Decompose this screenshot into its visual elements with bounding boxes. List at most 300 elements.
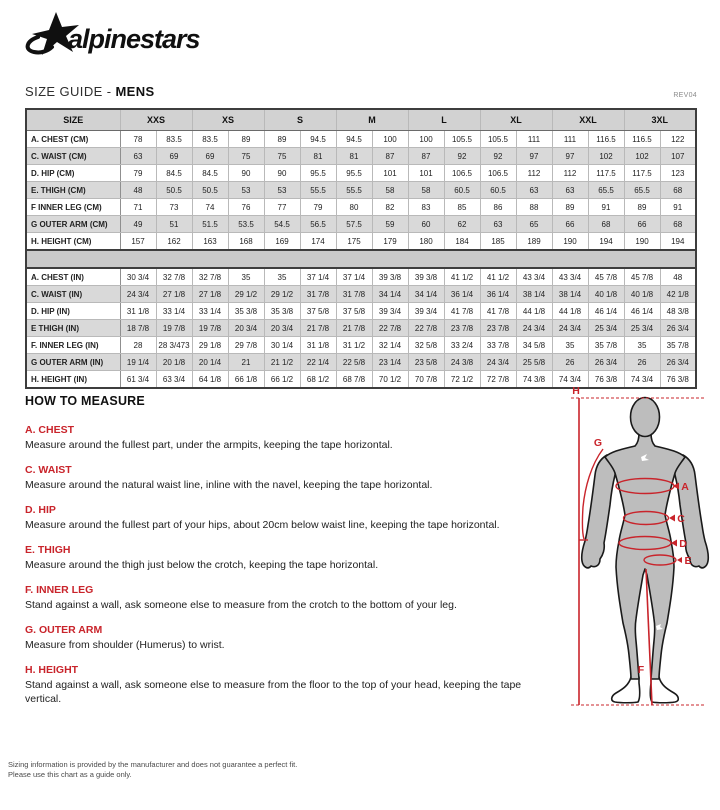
cell-value: 31 1/8: [120, 303, 156, 320]
cell-value: 102: [624, 148, 660, 165]
row-label: D. HIP (CM): [26, 165, 120, 182]
cell-value: 35: [264, 268, 300, 286]
body-measurement-figure: [553, 383, 720, 780]
cell-value: 32 7/8: [156, 268, 192, 286]
row-label: G OUTER ARM (IN): [26, 354, 120, 371]
figure-label-thigh: E: [684, 555, 692, 567]
cell-value: 66: [552, 216, 588, 233]
measure-item-label: F. INNER LEG: [25, 584, 94, 596]
footer-line-2: Please use this chart as a guide only.: [8, 770, 132, 779]
cell-value: 123: [660, 165, 696, 182]
cell-value: 40 1/8: [588, 286, 624, 303]
cell-value: 34 1/4: [408, 286, 444, 303]
waist-label-arrow-icon: [669, 515, 675, 522]
cell-value: 31 1/8: [300, 337, 336, 354]
figure-left-arm: [582, 455, 615, 568]
cell-value: 46 1/4: [588, 303, 624, 320]
cell-value: 72 1/2: [444, 371, 480, 389]
cell-value: 175: [336, 233, 372, 251]
size-column-header: S: [264, 109, 336, 131]
row-label: C. WAIST (CM): [26, 148, 120, 165]
cell-value: 81: [336, 148, 372, 165]
table-row: [26, 148, 696, 165]
row-label: C. WAIST (IN): [26, 286, 120, 303]
cell-value: 43 3/4: [552, 268, 588, 286]
measure-item-text: Measure around the fullest part of your hips, about 20cm below waist line, keeping the tape horizontal.: [25, 519, 500, 531]
cell-value: 35 7/8: [660, 337, 696, 354]
cell-value: 25 3/4: [588, 320, 624, 337]
cell-value: 29 1/2: [264, 286, 300, 303]
cell-value: 97: [552, 148, 588, 165]
cell-value: 107: [660, 148, 696, 165]
cell-value: 63: [552, 182, 588, 199]
cell-value: 32 7/8: [192, 268, 228, 286]
cell-value: 35: [624, 337, 660, 354]
row-label: A. CHEST (CM): [26, 131, 120, 148]
cell-value: 91: [660, 199, 696, 216]
cell-value: 43 3/4: [516, 268, 552, 286]
cell-value: 117.5: [624, 165, 660, 182]
cell-value: 174: [300, 233, 336, 251]
cell-value: 38 1/4: [516, 286, 552, 303]
cell-value: 66 1/8: [228, 371, 264, 389]
measure-item-label: H. HEIGHT: [25, 664, 79, 676]
cell-value: 51.5: [192, 216, 228, 233]
cell-value: 76: [228, 199, 264, 216]
cell-value: 19 7/8: [192, 320, 228, 337]
cell-value: 27 1/8: [192, 286, 228, 303]
size-column-header: M: [336, 109, 408, 131]
cell-value: 18 7/8: [120, 320, 156, 337]
measure-item-label: E. THIGH: [25, 544, 71, 556]
cell-value: 42 1/8: [660, 286, 696, 303]
cell-value: 41 1/2: [480, 268, 516, 286]
cell-value: 71: [120, 199, 156, 216]
cell-value: 111: [552, 131, 588, 148]
cell-value: 77: [264, 199, 300, 216]
cell-value: 70 7/8: [408, 371, 444, 389]
cell-value: 44 1/8: [552, 303, 588, 320]
cell-value: 91: [588, 199, 624, 216]
cell-value: 64 1/8: [192, 371, 228, 389]
row-label: G OUTER ARM (CM): [26, 216, 120, 233]
row-label: D. HIP (IN): [26, 303, 120, 320]
cell-value: 162: [156, 233, 192, 251]
cell-value: 90: [264, 165, 300, 182]
how-to-measure-title: HOW TO MEASURE: [25, 394, 145, 408]
cell-value: 21: [228, 354, 264, 371]
cell-value: 33 2/4: [444, 337, 480, 354]
cell-value: 39 3/8: [408, 268, 444, 286]
measure-item-text: Measure around the thigh just below the crotch, keeping the tape horizontal.: [25, 559, 379, 571]
cell-value: 68 1/2: [300, 371, 336, 389]
cell-value: 24 3/4: [120, 286, 156, 303]
logo-wordmark: alpinestars: [68, 24, 200, 54]
size-table-cm-section: [26, 131, 696, 251]
cell-value: 33 1/4: [156, 303, 192, 320]
cell-value: 194: [588, 233, 624, 251]
cell-value: 55.5: [300, 182, 336, 199]
table-row: [26, 199, 696, 216]
cell-value: 82: [372, 199, 408, 216]
size-column-header: L: [408, 109, 480, 131]
row-label: E. THIGH (CM): [26, 182, 120, 199]
cell-value: 39 3/4: [408, 303, 444, 320]
how-to-measure-section: [25, 394, 550, 718]
cell-value: 117.5: [588, 165, 624, 182]
cell-value: 28 3/473: [156, 337, 192, 354]
measure-item-text: Measure around the fullest part, under the armpits, keeping the tape horizontal.: [25, 439, 393, 451]
cell-value: 190: [552, 233, 588, 251]
cell-value: 26 3/4: [660, 320, 696, 337]
cell-value: 66: [624, 216, 660, 233]
cell-value: 23 1/4: [372, 354, 408, 371]
how-to-measure-item: [25, 464, 550, 492]
cell-value: 48 3/8: [660, 303, 696, 320]
page-title-gender: MENS: [115, 84, 155, 99]
size-table-header-row: [26, 109, 696, 131]
cell-value: 20 1/8: [156, 354, 192, 371]
cell-value: 39 3/8: [372, 268, 408, 286]
size-label-header: SIZE: [26, 109, 120, 131]
cell-value: 75: [228, 148, 264, 165]
cell-value: 23 7/8: [444, 320, 480, 337]
cell-value: 33 7/8: [480, 337, 516, 354]
cell-value: 35 3/8: [264, 303, 300, 320]
cell-value: 37 5/8: [336, 303, 372, 320]
cell-value: 189: [516, 233, 552, 251]
table-row: [26, 303, 696, 320]
cell-value: 74: [192, 199, 228, 216]
how-to-measure-item: [25, 504, 550, 532]
cell-value: 95.5: [336, 165, 372, 182]
cell-value: 88: [516, 199, 552, 216]
how-to-measure-item: [25, 544, 550, 572]
cell-value: 180: [408, 233, 444, 251]
cell-value: 50.5: [192, 182, 228, 199]
cell-value: 63: [516, 182, 552, 199]
cell-value: 97: [516, 148, 552, 165]
cell-value: 23 7/8: [480, 320, 516, 337]
cell-value: 70 1/2: [372, 371, 408, 389]
cell-value: 36 1/4: [480, 286, 516, 303]
cell-value: 25 5/8: [516, 354, 552, 371]
cell-value: 53: [264, 182, 300, 199]
cell-value: 76 3/8: [660, 371, 696, 389]
cell-value: 33 1/4: [192, 303, 228, 320]
cell-value: 74 3/4: [552, 371, 588, 389]
cell-value: 40 1/8: [624, 286, 660, 303]
row-label: H. HEIGHT (CM): [26, 233, 120, 251]
cell-value: 83.5: [192, 131, 228, 148]
cell-value: 73: [156, 199, 192, 216]
cell-value: 35: [552, 337, 588, 354]
cell-value: 100: [408, 131, 444, 148]
measure-item-label: G. OUTER ARM: [25, 624, 103, 636]
size-column-header: XS: [192, 109, 264, 131]
cell-value: 46 1/4: [624, 303, 660, 320]
cell-value: 29 1/8: [192, 337, 228, 354]
alpinestars-logo-svg: [22, 10, 202, 60]
cell-value: 101: [408, 165, 444, 182]
cell-value: 35 7/8: [588, 337, 624, 354]
row-label: E THIGH (IN): [26, 320, 120, 337]
cell-value: 45 7/8: [624, 268, 660, 286]
cell-value: 184: [444, 233, 480, 251]
cell-value: 25 3/4: [624, 320, 660, 337]
cell-value: 38 1/4: [552, 286, 588, 303]
cell-value: 60.5: [480, 182, 516, 199]
cell-value: 122: [660, 131, 696, 148]
measure-item-label: A. CHEST: [25, 424, 75, 436]
cell-value: 85: [444, 199, 480, 216]
cell-value: 30 3/4: [120, 268, 156, 286]
cell-value: 54.5: [264, 216, 300, 233]
cell-value: 24 3/8: [444, 354, 480, 371]
cell-value: 41 7/8: [480, 303, 516, 320]
cell-value: 31 7/8: [300, 286, 336, 303]
cell-value: 37 5/8: [300, 303, 336, 320]
cell-value: 53.5: [228, 216, 264, 233]
cell-value: 68: [588, 216, 624, 233]
cell-value: 32 1/4: [372, 337, 408, 354]
cell-value: 31 1/2: [336, 337, 372, 354]
cell-value: 62: [444, 216, 480, 233]
how-to-measure-list: [25, 424, 550, 706]
cell-value: 105.5: [444, 131, 480, 148]
cell-value: 79: [120, 165, 156, 182]
cell-value: 112: [552, 165, 588, 182]
cell-value: 41 1/2: [444, 268, 480, 286]
figure-torso-legs: [605, 433, 685, 679]
how-to-measure-item: [25, 664, 550, 706]
row-label: F INNER LEG (CM): [26, 199, 120, 216]
cell-value: 21 1/2: [264, 354, 300, 371]
measure-item-text: Stand against a wall, ask someone else to measure from the floor to the top of your head, keeping the tape vertical.: [25, 679, 522, 705]
how-to-measure-item: [25, 424, 550, 452]
figure-label-chest: A: [681, 481, 689, 493]
cell-value: 63: [480, 216, 516, 233]
brand-logo: [22, 10, 202, 65]
measure-item-label: C. WAIST: [25, 464, 72, 476]
cell-value: 81: [300, 148, 336, 165]
cell-value: 84.5: [192, 165, 228, 182]
cell-value: 53: [228, 182, 264, 199]
table-row: [26, 337, 696, 354]
figure-right-arm: [675, 455, 708, 568]
cell-value: 35 3/8: [228, 303, 264, 320]
cell-value: 60.5: [444, 182, 480, 199]
cell-value: 68: [660, 216, 696, 233]
how-to-measure-item: [25, 624, 550, 652]
chest-label-arrow-icon: [673, 483, 679, 490]
size-table: [25, 108, 697, 389]
cell-value: 89: [264, 131, 300, 148]
cell-value: 101: [372, 165, 408, 182]
cell-value: 106.5: [444, 165, 480, 182]
cell-value: 100: [372, 131, 408, 148]
table-row: [26, 268, 696, 286]
page-title-prefix: SIZE GUIDE -: [25, 84, 116, 99]
footer-disclaimer: [8, 760, 297, 780]
figure-label-inner-leg: F: [637, 664, 645, 676]
table-row: [26, 233, 696, 251]
cell-value: 157: [120, 233, 156, 251]
cell-value: 29 7/8: [228, 337, 264, 354]
cell-value: 26: [552, 354, 588, 371]
cell-value: 57.5: [336, 216, 372, 233]
cell-value: 179: [372, 233, 408, 251]
measure-item-label: D. HIP: [25, 504, 56, 516]
cell-value: 92: [480, 148, 516, 165]
figure-label-hip: D: [679, 538, 687, 550]
cell-value: 69: [192, 148, 228, 165]
cell-value: 19 7/8: [156, 320, 192, 337]
cell-value: 89: [552, 199, 588, 216]
cell-value: 21 7/8: [300, 320, 336, 337]
cell-value: 89: [228, 131, 264, 148]
cell-value: 29 1/2: [228, 286, 264, 303]
row-label: H. HEIGHT (IN): [26, 371, 120, 389]
cell-value: 26 3/4: [660, 354, 696, 371]
cell-value: 87: [372, 148, 408, 165]
cell-value: 58: [408, 182, 444, 199]
cell-value: 68 7/8: [336, 371, 372, 389]
cell-value: 92: [444, 148, 480, 165]
cell-value: 27 1/8: [156, 286, 192, 303]
cell-value: 24 3/4: [552, 320, 588, 337]
cell-value: 116.5: [624, 131, 660, 148]
cell-value: 169: [264, 233, 300, 251]
table-row: [26, 354, 696, 371]
cell-value: 45 7/8: [588, 268, 624, 286]
size-column-header: XXL: [552, 109, 624, 131]
cell-value: 31 7/8: [336, 286, 372, 303]
cell-value: 34 5/8: [516, 337, 552, 354]
size-column-header: XL: [480, 109, 552, 131]
cell-value: 87: [408, 148, 444, 165]
table-row: [26, 131, 696, 148]
cell-value: 84.5: [156, 165, 192, 182]
cell-value: 63: [120, 148, 156, 165]
cell-value: 95.5: [300, 165, 336, 182]
table-row: [26, 182, 696, 199]
cell-value: 26 3/4: [588, 354, 624, 371]
size-table-in-section: [26, 268, 696, 388]
cell-value: 116.5: [588, 131, 624, 148]
revision-label: REV04: [673, 92, 697, 99]
cell-value: 23 5/8: [408, 354, 444, 371]
cell-value: 37 1/4: [300, 268, 336, 286]
cell-value: 65.5: [588, 182, 624, 199]
cell-value: 63 3/4: [156, 371, 192, 389]
cm-in-separator: [26, 250, 696, 268]
cell-value: 79: [300, 199, 336, 216]
cell-value: 20 1/4: [192, 354, 228, 371]
cell-value: 22 1/4: [300, 354, 336, 371]
cell-value: 105.5: [480, 131, 516, 148]
cell-value: 163: [192, 233, 228, 251]
figure-head: [631, 398, 660, 437]
cell-value: 49: [120, 216, 156, 233]
table-row: [26, 165, 696, 182]
cell-value: 30 1/4: [264, 337, 300, 354]
cell-value: 26: [624, 354, 660, 371]
cell-value: 59: [372, 216, 408, 233]
cell-value: 20 3/4: [228, 320, 264, 337]
cell-value: 78: [120, 131, 156, 148]
cell-value: 76 3/8: [588, 371, 624, 389]
cell-value: 34 1/4: [372, 286, 408, 303]
title-row: [25, 84, 697, 99]
table-row: [26, 286, 696, 303]
measure-item-text: Measure from shoulder (Humerus) to wrist.: [25, 639, 225, 651]
cell-value: 112: [516, 165, 552, 182]
cell-value: 80: [336, 199, 372, 216]
figure-label-outer-arm: G: [593, 437, 603, 449]
cell-value: 22 5/8: [336, 354, 372, 371]
cell-value: 75: [264, 148, 300, 165]
cell-value: 32 5/8: [408, 337, 444, 354]
cell-value: 83: [408, 199, 444, 216]
cell-value: 39 3/4: [372, 303, 408, 320]
row-label: A. CHEST (IN): [26, 268, 120, 286]
measure-item-text: Stand against a wall, ask someone else to measure from the crotch to the bottom of your leg.: [25, 599, 457, 611]
cell-value: 36 1/4: [444, 286, 480, 303]
size-column-header: XXS: [120, 109, 192, 131]
cell-value: 83.5: [156, 131, 192, 148]
cell-value: 68: [660, 182, 696, 199]
cell-value: 21 7/8: [336, 320, 372, 337]
cell-value: 66 1/2: [264, 371, 300, 389]
cell-value: 56.5: [300, 216, 336, 233]
size-column-header: 3XL: [624, 109, 696, 131]
cell-value: 51: [156, 216, 192, 233]
figure-label-height: H: [572, 385, 580, 397]
cell-value: 102: [588, 148, 624, 165]
cell-value: 60: [408, 216, 444, 233]
how-to-measure-item: [25, 584, 550, 612]
measure-item-text: Measure around the natural waist line, inline with the navel, keeping the tape horizontal.: [25, 479, 433, 491]
cell-value: 28: [120, 337, 156, 354]
cell-value: 20 3/4: [264, 320, 300, 337]
cell-value: 24 3/4: [480, 354, 516, 371]
cell-value: 72 7/8: [480, 371, 516, 389]
cell-value: 94.5: [300, 131, 336, 148]
footer-line-1: Sizing information is provided by the manufacturer and does not guarantee a perfect fit.: [8, 760, 298, 769]
cell-value: 74 3/4: [624, 371, 660, 389]
table-row: [26, 216, 696, 233]
cell-value: 185: [480, 233, 516, 251]
row-label: F. INNER LEG (IN): [26, 337, 120, 354]
cell-value: 190: [624, 233, 660, 251]
cell-value: 58: [372, 182, 408, 199]
cell-value: 24 3/4: [516, 320, 552, 337]
cell-value: 44 1/8: [516, 303, 552, 320]
cell-value: 74 3/8: [516, 371, 552, 389]
cell-value: 106.5: [480, 165, 516, 182]
cell-value: 48: [120, 182, 156, 199]
cell-value: 65: [516, 216, 552, 233]
cell-value: 90: [228, 165, 264, 182]
cell-value: 168: [228, 233, 264, 251]
cell-value: 50.5: [156, 182, 192, 199]
cell-value: 41 7/8: [444, 303, 480, 320]
cell-value: 86: [480, 199, 516, 216]
cell-value: 22 7/8: [372, 320, 408, 337]
cell-value: 89: [624, 199, 660, 216]
cell-value: 194: [660, 233, 696, 251]
